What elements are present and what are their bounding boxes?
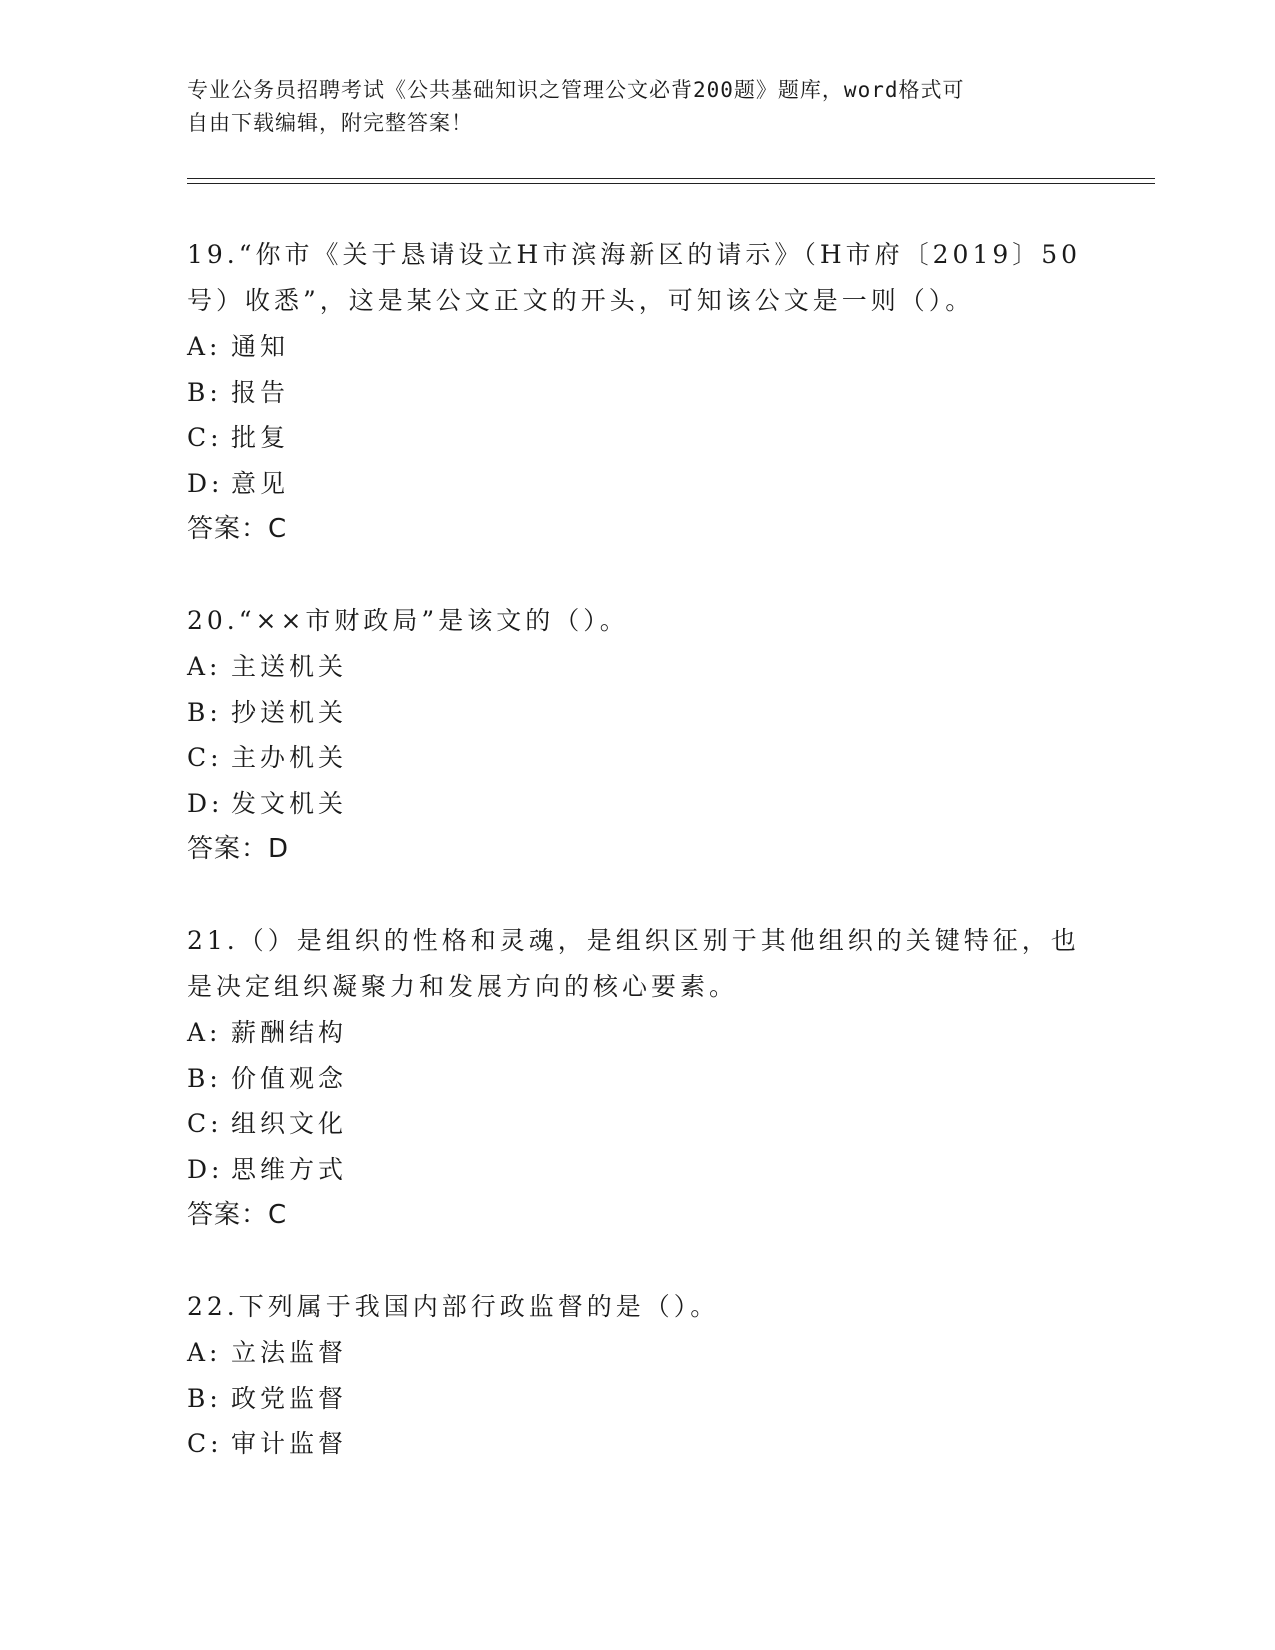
option-text: 通知 bbox=[231, 332, 290, 361]
option-text: 报告 bbox=[231, 377, 290, 407]
option-key: D: bbox=[187, 468, 224, 498]
option-text: 组织文化 bbox=[231, 1109, 348, 1138]
answer-line: 答案：C bbox=[187, 1200, 288, 1230]
option-c bbox=[187, 415, 1087, 461]
option-key: A: bbox=[187, 1338, 222, 1367]
option-text: 思维方式 bbox=[231, 1154, 348, 1184]
option-key: C: bbox=[187, 423, 223, 452]
option-key: A: bbox=[187, 652, 222, 681]
question-list bbox=[187, 232, 1087, 1513]
question-22 bbox=[187, 1284, 1087, 1467]
option-d bbox=[187, 781, 1087, 827]
option-key: A: bbox=[187, 332, 222, 361]
answer-line: 答案：D bbox=[187, 834, 290, 864]
option-a bbox=[187, 1330, 1087, 1376]
option-b bbox=[187, 1376, 1087, 1422]
option-text: 发文机关 bbox=[231, 788, 348, 818]
option-b bbox=[187, 370, 1087, 416]
option-key: C: bbox=[187, 1429, 223, 1458]
option-d bbox=[187, 461, 1087, 507]
option-text: 价值观念 bbox=[231, 1063, 348, 1093]
answer-line: 答案：C bbox=[187, 514, 288, 544]
option-text: 主办机关 bbox=[231, 743, 348, 772]
option-text: 薪酬结构 bbox=[231, 1018, 348, 1047]
option-a bbox=[187, 1010, 1087, 1056]
option-text: 抄送机关 bbox=[231, 697, 348, 727]
option-a bbox=[187, 324, 1087, 370]
question-19 bbox=[187, 232, 1087, 552]
option-text: 批复 bbox=[231, 423, 290, 452]
question-stem: 21.（）是组织的性格和灵魂，是组织区别于其他组织的关键特征，也是决定组织凝聚力和发展方向的核心要素。 bbox=[187, 926, 1080, 1001]
header-divider-top bbox=[187, 178, 1155, 179]
option-c bbox=[187, 1421, 1087, 1467]
option-key: B: bbox=[187, 1383, 222, 1413]
option-key: B: bbox=[187, 1063, 222, 1093]
question-stem: 19.“你市《关于恳请设立H市滨海新区的请示》（H市府〔2019〕50号）收悉”，这是某公文正文的开头，可知该公文是一则（）。 bbox=[187, 240, 1082, 315]
option-c bbox=[187, 735, 1087, 781]
header-title-line-1: 专业公务员招聘考试《公共基础知识之管理公文必背200题》题库，word格式可 bbox=[187, 78, 965, 102]
option-text: 审计监督 bbox=[231, 1429, 348, 1458]
question-stem: 22.下列属于我国内部行政监督的是（）。 bbox=[187, 1292, 720, 1321]
option-d bbox=[187, 1147, 1087, 1193]
option-text: 立法监督 bbox=[231, 1338, 348, 1367]
option-key: A: bbox=[187, 1018, 222, 1047]
question-20 bbox=[187, 598, 1087, 872]
option-a bbox=[187, 644, 1087, 690]
question-21 bbox=[187, 918, 1087, 1238]
option-text: 主送机关 bbox=[231, 652, 348, 681]
option-c bbox=[187, 1101, 1087, 1147]
header-title-line-2: 自由下载编辑，附完整答案！ bbox=[187, 111, 473, 135]
option-text: 政党监督 bbox=[231, 1383, 348, 1413]
option-b bbox=[187, 690, 1087, 736]
option-key: B: bbox=[187, 377, 222, 407]
option-key: B: bbox=[187, 697, 222, 727]
option-text: 意见 bbox=[231, 468, 290, 498]
option-key: D: bbox=[187, 788, 224, 818]
option-b bbox=[187, 1056, 1087, 1102]
option-key: D: bbox=[187, 1154, 224, 1184]
document-header bbox=[187, 74, 1067, 140]
option-key: C: bbox=[187, 1109, 223, 1138]
option-key: C: bbox=[187, 743, 223, 772]
header-divider-bottom bbox=[187, 183, 1155, 184]
question-stem: 20.“××市财政局”是该文的（）。 bbox=[187, 606, 629, 635]
